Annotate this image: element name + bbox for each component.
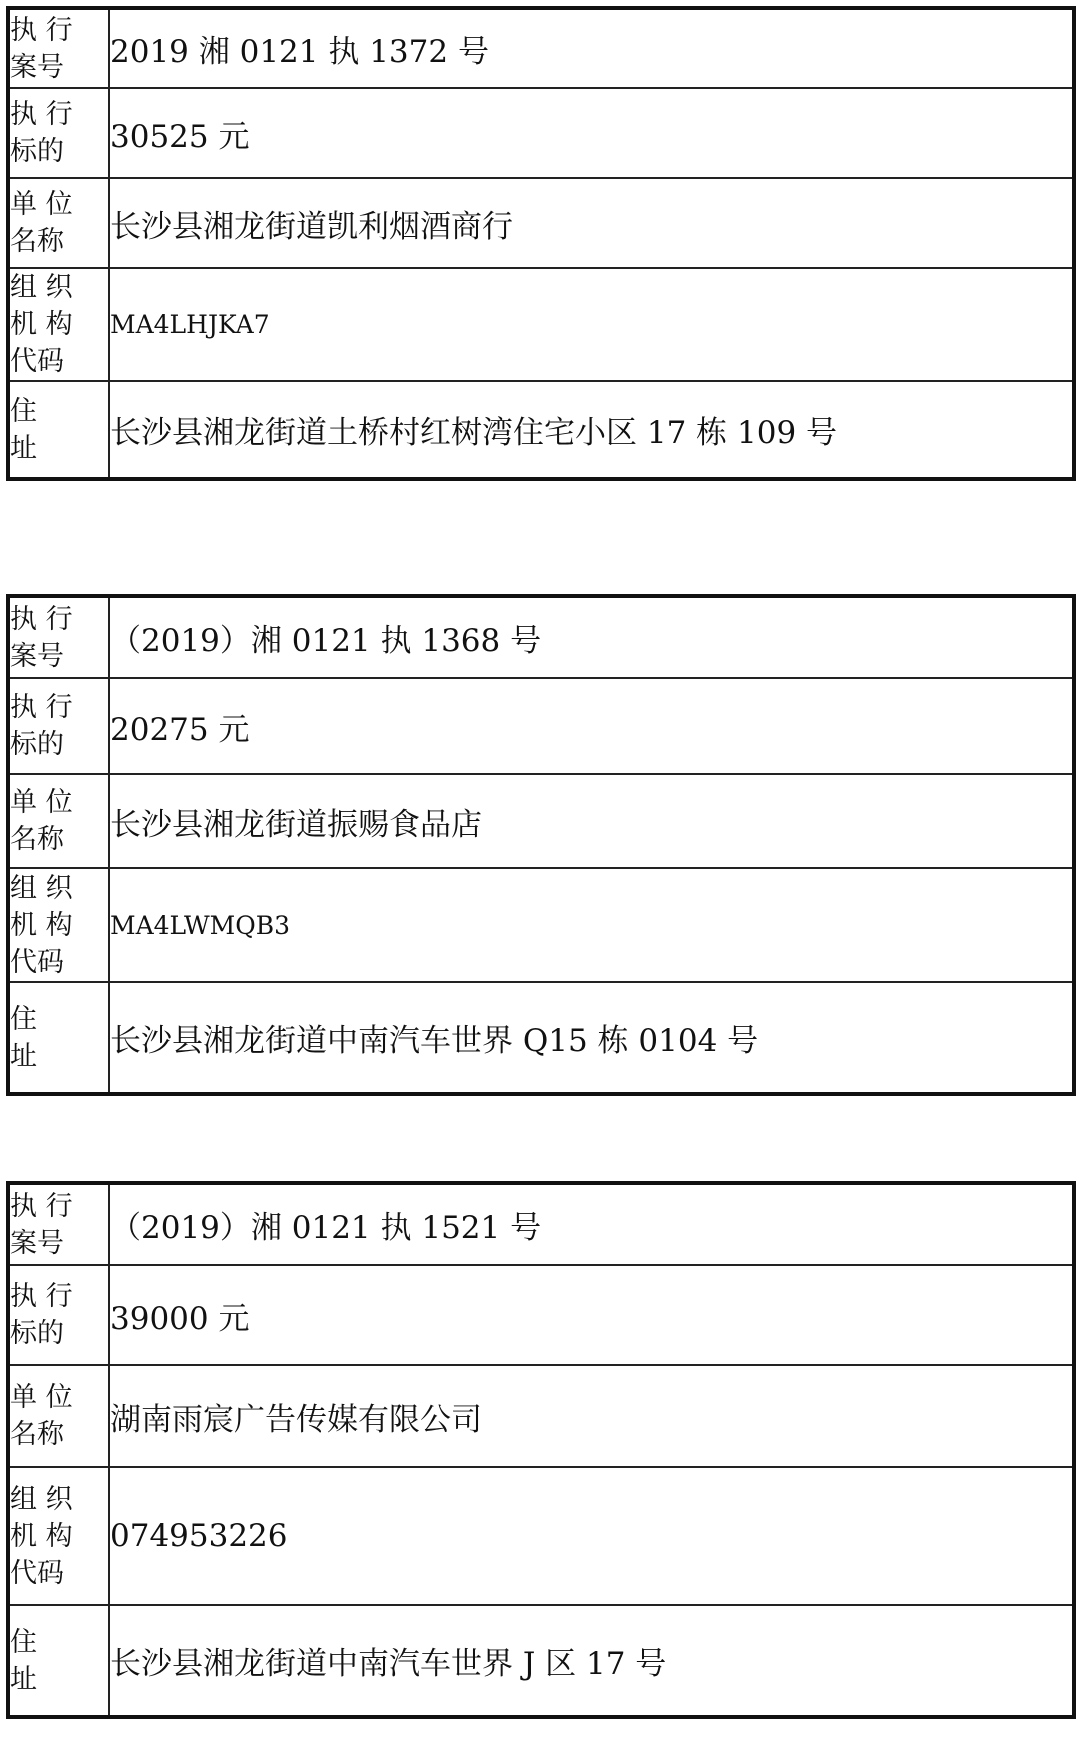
- label-target: 执 行 标的: [8, 678, 109, 774]
- label-target: 执 行 标的: [8, 1265, 109, 1365]
- label-unit-name: 单 位 名称: [8, 774, 109, 868]
- label-case-number: 执 行 案号: [8, 8, 109, 88]
- record-table-3: [6, 1181, 1076, 1719]
- case-number-value: 2019 湘 0121 执 1372 号: [109, 8, 1074, 88]
- org-code-value: 074953226: [109, 1467, 1074, 1605]
- row-case-number: [8, 8, 1074, 88]
- target-value: 30525 元: [109, 88, 1074, 178]
- target-value: 39000 元: [109, 1265, 1074, 1365]
- label-target: 执 行 标的: [8, 88, 109, 178]
- record-table-1: [6, 6, 1076, 481]
- label-org-code: 组 织 机 构 代码: [8, 1467, 109, 1605]
- org-code-value: MA4LWMQB3: [109, 868, 1074, 982]
- row-unit-name: [8, 178, 1074, 268]
- org-code-value: MA4LHJKA7: [109, 268, 1074, 381]
- label-unit-name: 单 位 名称: [8, 1365, 109, 1467]
- row-address: [8, 381, 1074, 479]
- row-unit-name: [8, 774, 1074, 868]
- address-value: 长沙县湘龙街道土桥村红树湾住宅小区 17 栋 109 号: [109, 381, 1074, 479]
- row-target: [8, 678, 1074, 774]
- row-address: [8, 1605, 1074, 1717]
- label-org-code: 组 织 机 构 代码: [8, 268, 109, 381]
- row-unit-name: [8, 1365, 1074, 1467]
- row-address: [8, 982, 1074, 1094]
- address-value: 长沙县湘龙街道中南汽车世界 Q15 栋 0104 号: [109, 982, 1074, 1094]
- unit-name-value: 长沙县湘龙街道振赐食品店: [109, 774, 1074, 868]
- row-org-code: [8, 1467, 1074, 1605]
- target-value: 20275 元: [109, 678, 1074, 774]
- case-number-value: （2019）湘 0121 执 1521 号: [109, 1183, 1074, 1265]
- label-case-number: 执 行 案号: [8, 596, 109, 678]
- label-case-number: 执 行 案号: [8, 1183, 109, 1265]
- label-address: 住 址: [8, 982, 109, 1094]
- record-table-2: [6, 594, 1076, 1096]
- row-target: [8, 1265, 1074, 1365]
- unit-name-value: 长沙县湘龙街道凯利烟酒商行: [109, 178, 1074, 268]
- address-value: 长沙县湘龙街道中南汽车世界 J 区 17 号: [109, 1605, 1074, 1717]
- row-case-number: [8, 596, 1074, 678]
- label-unit-name: 单 位 名称: [8, 178, 109, 268]
- label-address: 住 址: [8, 381, 109, 479]
- unit-name-value: 湖南雨宸广告传媒有限公司: [109, 1365, 1074, 1467]
- row-case-number: [8, 1183, 1074, 1265]
- label-address: 住 址: [8, 1605, 109, 1717]
- row-org-code: [8, 868, 1074, 982]
- label-org-code: 组 织 机 构 代码: [8, 868, 109, 982]
- row-org-code: [8, 268, 1074, 381]
- case-number-value: （2019）湘 0121 执 1368 号: [109, 596, 1074, 678]
- row-target: [8, 88, 1074, 178]
